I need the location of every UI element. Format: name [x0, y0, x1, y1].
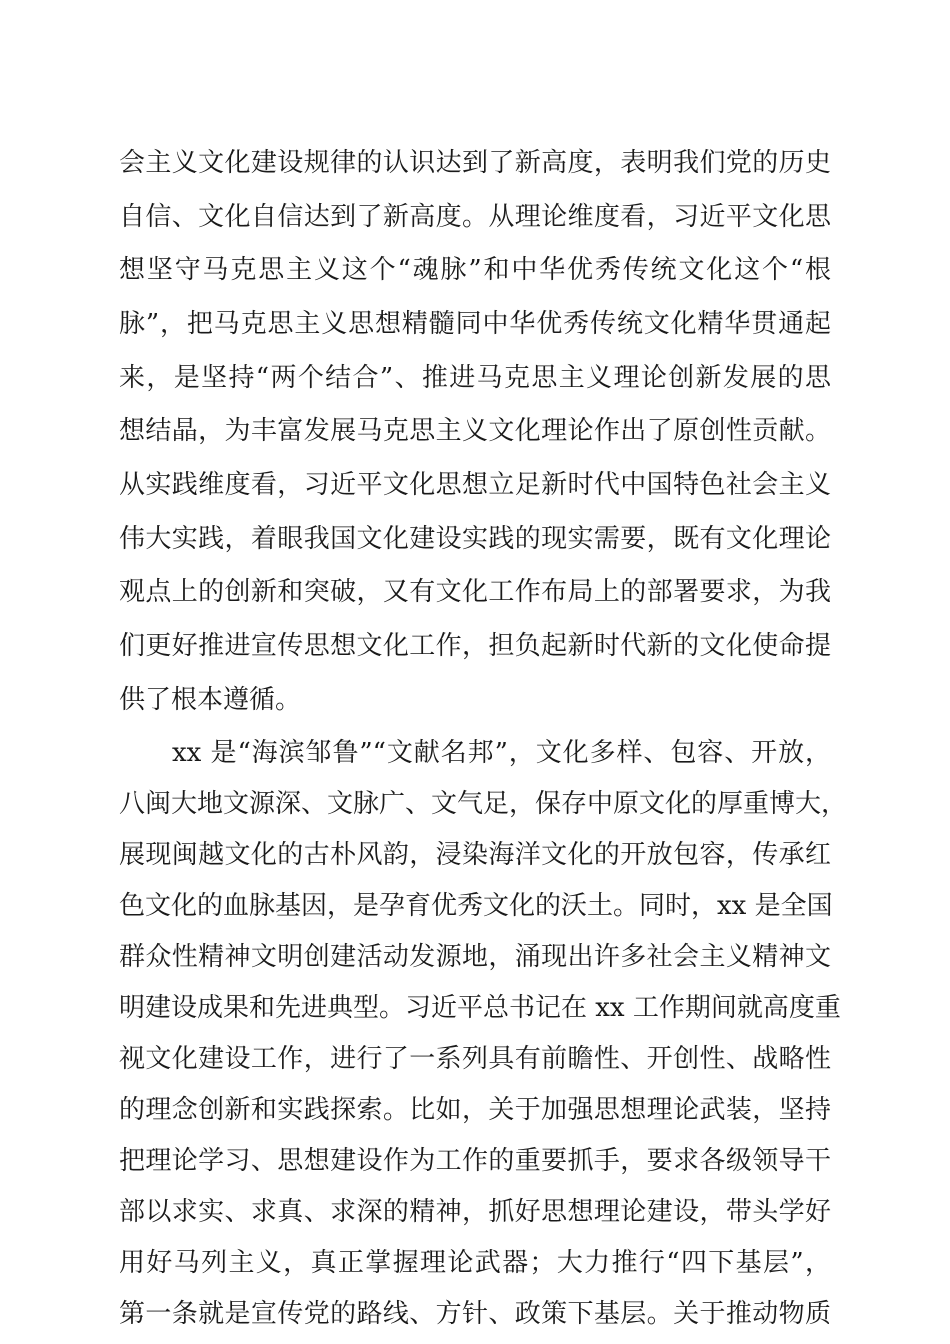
paragraph-line: 们更好推进宣传思想文化工作，担负起新时代新的文化使命提 — [119, 631, 831, 661]
paragraph-line: 的理念创新和实践探索。比如，关于加强思想理论武装，坚持 — [119, 1095, 831, 1125]
paragraph-line: 供了根本遵循。 — [119, 685, 302, 715]
paragraph-line: 脉”，把马克思主义思想精髓同中华优秀传统文化精华贯通起 — [119, 309, 831, 339]
paragraph-line: 自信、文化自信达到了新高度。从理论维度看，习近平文化思 — [119, 202, 831, 232]
paragraph-line: 伟大实践，着眼我国文化建设实践的现实需要，既有文化理论 — [119, 524, 831, 554]
paragraph-line: 观点上的创新和突破，又有文化工作布局上的部署要求，为我 — [119, 577, 831, 607]
paragraph-line: 用好马列主义，真正掌握理论武器；大力推行“四下基层”， — [119, 1248, 831, 1278]
paragraph-line: 第一条就是宣传党的路线、方针、政策下基层。关于推动物质 — [119, 1299, 831, 1329]
paragraph-line: 会主义文化建设规律的认识达到了新高度，表明我们党的历史 — [119, 148, 831, 178]
paragraph-line: 部以求实、求真、求深的精神，抓好思想理论建设，带头学好 — [119, 1197, 831, 1227]
paragraph-line: 从实践维度看，习近平文化思想立足新时代中国特色社会主义 — [119, 470, 831, 500]
paragraph-line: 展现闽越文化的古朴风韵，浸染海洋文化的开放包容，传承红 — [119, 840, 831, 870]
paragraph-line: 来，是坚持“两个结合”、推进马克思主义理论创新发展的思 — [119, 363, 831, 393]
paragraph-line: 明建设成果和先进典型。习近平总书记在 xx 工作期间就高度重 — [119, 993, 841, 1023]
paragraph-line: 把理论学习、思想建设作为工作的重要抓手，要求各级领导干 — [119, 1146, 831, 1176]
paragraph-line: xx 是“海滨邹鲁”“文献名邦”，文化多样、包容、开放， — [172, 738, 831, 768]
paragraph-line: 色文化的血脉基因，是孕育优秀文化的沃土。同时，xx 是全国 — [119, 891, 833, 921]
paragraph-line: 群众性精神文明创建活动发源地，涌现出许多社会主义精神文 — [119, 942, 831, 972]
paragraph-line: 想结晶，为丰富发展马克思主义文化理论作出了原创性贡献。 — [119, 416, 831, 446]
paragraph-line: 想坚守马克思主义这个“魂脉”和中华优秀传统文化这个“根 — [119, 255, 831, 285]
paragraph-line: 视文化建设工作，进行了一系列具有前瞻性、开创性、战略性 — [119, 1044, 831, 1074]
paragraph-line: 八闽大地文源深、文脉广、文气足，保存中原文化的厚重博大， — [119, 789, 848, 819]
